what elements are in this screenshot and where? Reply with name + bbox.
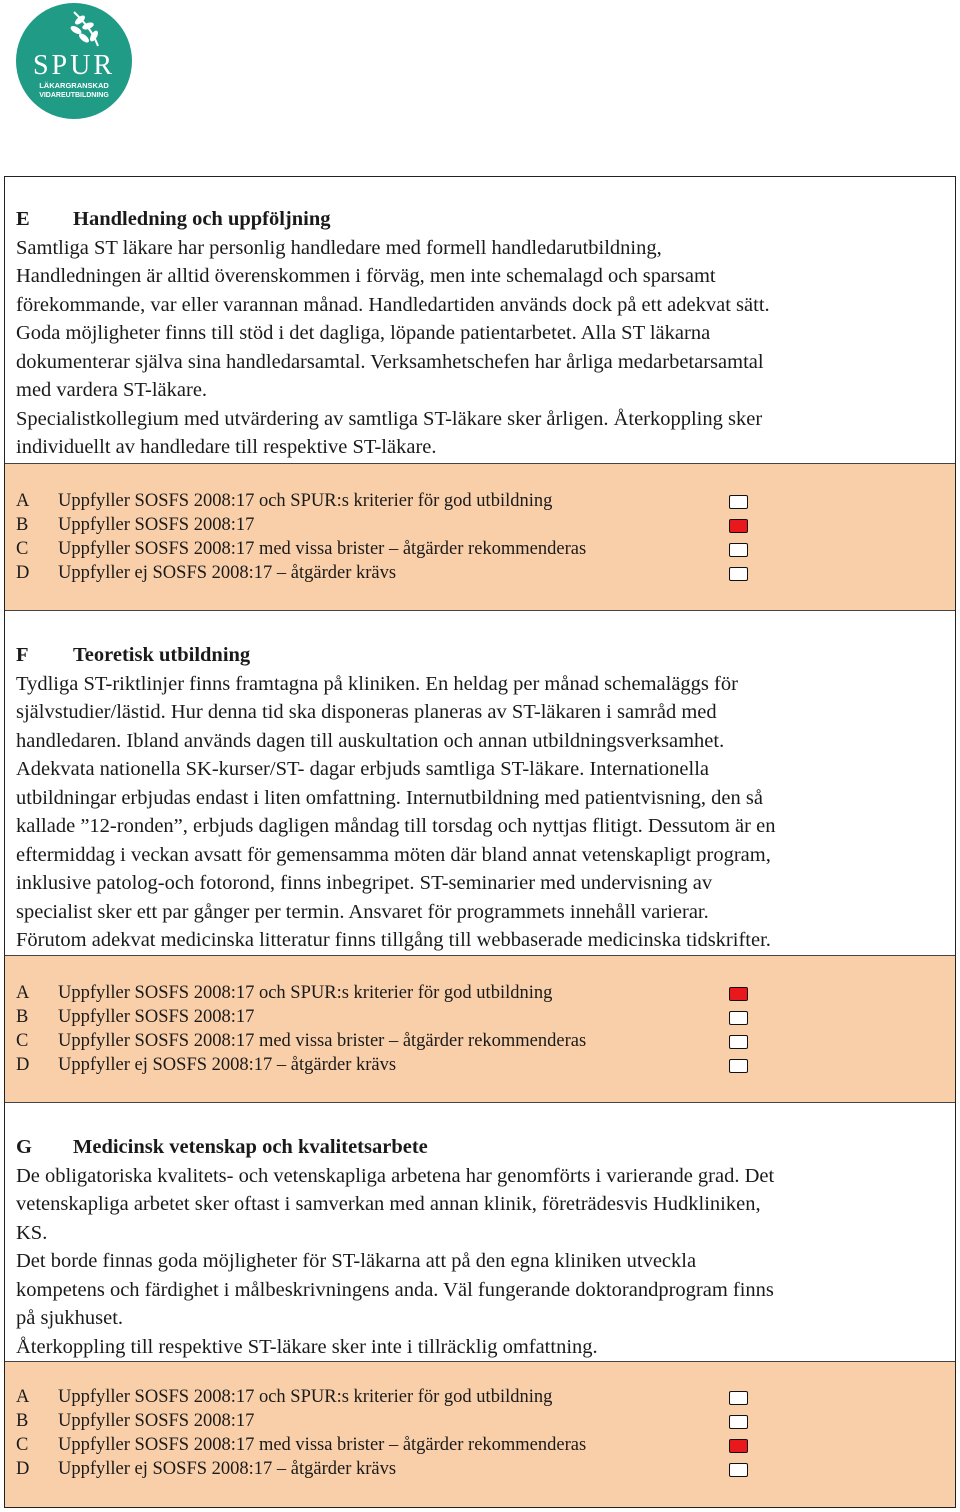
logo-text: SPUR [32, 50, 116, 81]
text-line: Förutom adekvat medicinska litteratur finns tillgång till webbaserade medicinska tidskrifter. [16, 929, 771, 951]
rating-option-d [16, 1457, 756, 1481]
option-label: Uppfyller SOSFS 2008:17 [58, 515, 255, 535]
text-line: förekommande, var eller varannan månad. Handledartiden används dock på ett adekvat sätt. [16, 293, 770, 316]
rating-option-a [16, 489, 756, 513]
rating-option-c [16, 1029, 756, 1053]
option-code: B [16, 515, 29, 535]
text-line: Tydliga ST-riktlinjer finns framtagna på kliniken. En heldag per månad schemaläggs för [16, 672, 738, 695]
checkbox-a[interactable] [729, 495, 748, 509]
text-line: De obligatoriska kvalitets- och vetenskapliga arbetena har genomförts i varierande grad. Det [16, 1164, 775, 1187]
section-letter: F [16, 644, 29, 666]
spur-logo [14, 2, 134, 120]
section-letter: G [16, 1136, 32, 1158]
checkbox-b[interactable] [729, 1415, 748, 1429]
section-heading [16, 641, 946, 670]
option-label: Uppfyller SOSFS 2008:17 med vissa brister – åtgärder rekommenderas [58, 1031, 587, 1051]
text-line: dokumenterar själva sina handledarsamtal. Verksamhetschefen har årliga medarbetarsamtal [16, 350, 764, 373]
checkbox-c[interactable] [729, 543, 748, 557]
logo-subtitle-2: VIDAREUTBILDNING [39, 92, 109, 99]
option-label: Uppfyller SOSFS 2008:17 [58, 1411, 255, 1431]
option-code: D [16, 1055, 30, 1075]
text-line: Specialistkollegium med utvärdering av samtliga ST-läkare sker årligen. Återkoppling sker [16, 407, 763, 430]
option-label: Uppfyller SOSFS 2008:17 och SPUR:s kriterier för god utbildning [58, 1387, 553, 1407]
text-line: specialist sker ett par gånger per termin. Ansvaret för programmets innehåll varierar. [16, 900, 709, 923]
text-line: Goda möjligheter finns till stöd i det dagliga, löpande patientarbetet. Alla ST läkarna [16, 322, 711, 344]
option-code: C [16, 539, 29, 559]
text-line: Adekvata nationella SK-kurser/ST- dagar erbjuds samtliga ST-läkare. Internationella [16, 758, 709, 780]
text-line: självstudier/lästid. Hur denna tid ska disponeras planeras av ST-läkaren i samråd med [16, 701, 717, 723]
text-line: eftermiddag i veckan avsatt för gemensamma möten där bland annat vetenskapligt program, [16, 843, 771, 866]
rating-panel-e [5, 463, 955, 611]
section-heading [16, 205, 946, 234]
section-title: Teoretisk utbildning [73, 644, 251, 666]
text-line: individuellt av handledare till respektive ST-läkare. [16, 436, 437, 458]
rating-option-a [16, 981, 756, 1005]
checkbox-a[interactable] [729, 987, 748, 1001]
logo-subtitle-1: LÄKARGRANSKAD [39, 81, 109, 90]
checkbox-c[interactable] [729, 1035, 748, 1049]
rating-option-d [16, 561, 756, 585]
option-code: A [16, 491, 30, 511]
rating-option-a [16, 1385, 756, 1409]
section-title: Medicinsk vetenskap och kvalitetsarbete [73, 1136, 428, 1158]
option-label: Uppfyller ej SOSFS 2008:17 – åtgärder krävs [58, 1459, 397, 1479]
text-line: KS. [16, 1221, 48, 1244]
assessment-frame [4, 176, 956, 1508]
text-line: vetenskapliga arbetet sker oftast i samverkan med annan klinik, företrädesvis Hudkliniken, [16, 1193, 761, 1215]
rating-option-c [16, 537, 756, 561]
section-heading [16, 1133, 946, 1162]
option-code: B [16, 1411, 29, 1431]
text-line: Handledningen är alltid överenskommen i förväg, men inte schemalagd och sparsamt [16, 265, 716, 287]
section-title: Handledning och uppföljning [73, 208, 331, 230]
text-line: Samtliga ST läkare har personlig handledare med formell handledarutbildning, [16, 236, 662, 259]
option-label: Uppfyller SOSFS 2008:17 med vissa brister – åtgärder rekommenderas [58, 539, 587, 559]
section-f [16, 641, 946, 955]
option-code: A [16, 1387, 30, 1407]
text-line: handledaren. Ibland används dagen till auskultation och annan utbildningsverksamhet. [16, 729, 725, 752]
option-code: D [16, 563, 30, 583]
option-code: C [16, 1435, 29, 1455]
option-label: Uppfyller SOSFS 2008:17 och SPUR:s kriterier för god utbildning [58, 491, 553, 511]
section-e [16, 205, 946, 462]
section-letter: E [16, 208, 30, 230]
rating-panel-f [5, 955, 955, 1103]
checkbox-d[interactable] [729, 1059, 748, 1073]
option-code: A [16, 983, 30, 1003]
option-code: B [16, 1007, 29, 1027]
rating-option-d [16, 1053, 756, 1077]
checkbox-d[interactable] [729, 567, 748, 581]
option-code: C [16, 1031, 29, 1051]
option-label: Uppfyller SOSFS 2008:17 med vissa brister – åtgärder rekommenderas [58, 1435, 587, 1455]
text-line: inklusive patolog-och fotorond, finns inbegripet. ST-seminarier med undervisning av [16, 872, 713, 894]
checkbox-b[interactable] [729, 519, 748, 533]
text-line: Det borde finnas goda möjligheter för ST-läkarna att på den egna kliniken utveckla [16, 1250, 697, 1272]
option-label: Uppfyller SOSFS 2008:17 [58, 1007, 255, 1027]
rating-panel-g [5, 1361, 955, 1507]
checkbox-a[interactable] [729, 1391, 748, 1405]
text-line: med vardera ST-läkare. [16, 379, 208, 401]
option-label: Uppfyller ej SOSFS 2008:17 – åtgärder krävs [58, 1055, 397, 1075]
rating-option-b [16, 1409, 756, 1433]
text-line: kompetens och färdighet i målbeskrivningens anda. Väl fungerande doktorandprogram finns [16, 1278, 774, 1301]
checkbox-c[interactable] [729, 1439, 748, 1453]
option-label: Uppfyller SOSFS 2008:17 och SPUR:s kriterier för god utbildning [58, 983, 553, 1003]
text-line: kallade ”12-ronden”, erbjuds dagligen måndag till torsdag och nyttjas flitigt. Dessutom är en [16, 815, 776, 837]
checkbox-d[interactable] [729, 1463, 748, 1477]
checkbox-b[interactable] [729, 1011, 748, 1025]
text-line: utbildningar erbjudas endast i liten omfattning. Internutbildning med patientvisning, den så [16, 786, 763, 809]
rating-option-c [16, 1433, 756, 1457]
option-label: Uppfyller ej SOSFS 2008:17 – åtgärder krävs [58, 563, 397, 583]
option-code: D [16, 1459, 30, 1479]
rating-option-b [16, 513, 756, 537]
text-line: på sjukhuset. [16, 1307, 124, 1329]
section-g [16, 1133, 946, 1361]
rating-option-b [16, 1005, 756, 1029]
text-line: Återkoppling till respektive ST-läkare sker inte i tillräcklig omfattning. [16, 1335, 598, 1358]
